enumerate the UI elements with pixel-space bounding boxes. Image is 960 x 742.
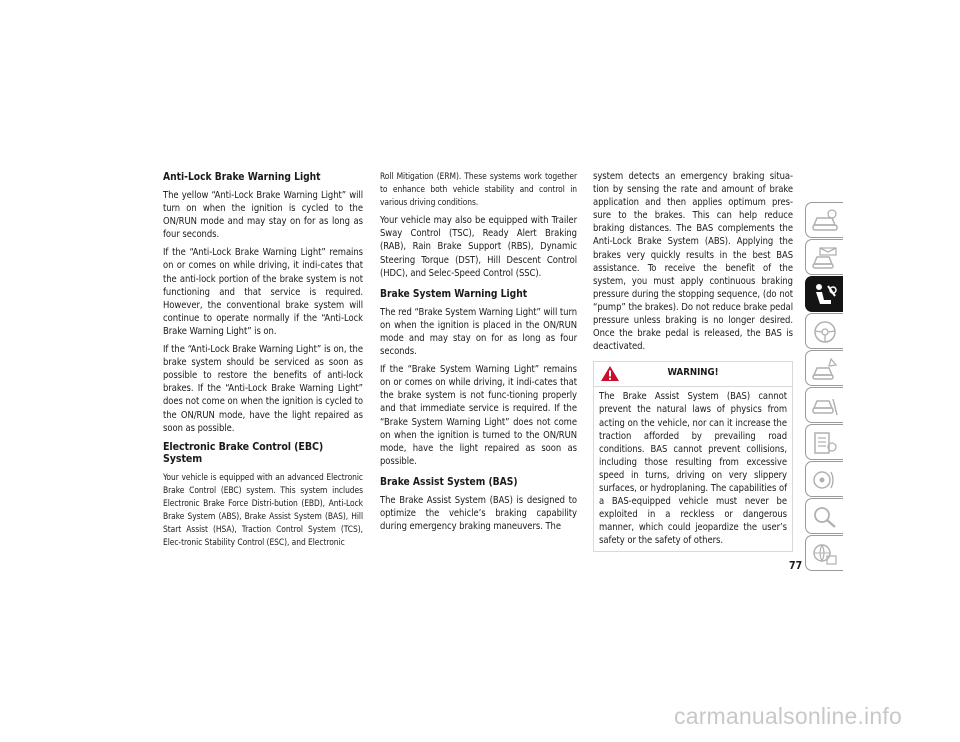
steering-wheel-icon [811, 319, 839, 345]
heading-brake-assist-system: Brake Assist System (BAS) [380, 476, 518, 488]
tab-car-info[interactable] [805, 202, 843, 238]
paragraph: Your vehicle is equipped with an advanced Electronic Brake Control (EBC) system. This system includes Electronic Brake Force Distri-bution (EBD), Anti-Lock Brake System (ABS), Brake Assist System (BAS), Hill Start Assist (HSA), Traction Control System (TCS), Elec-tronic Stability Control (ESC), and Electronic [163, 471, 363, 548]
paragraph: If the “Brake System Warning Light” remains on or comes on while driving, it indi-cates that the brake system is not func-tioning properly and that immediate service is required. If the “Brake System Warning Light” does not come on when the ignition is turned to the ON/RUN mode, have the light repaired as soon as possible. [380, 364, 577, 467]
heading-abs-warning-light: Anti-Lock Brake Warning Light [163, 172, 321, 183]
car-crash-icon [811, 356, 839, 382]
paragraph: system detects an emergency braking situa-tion by sensing the rate and amount of brake application and then applies optimum pres-sure to the brakes. This can help reduce braking distances. The BAS complements the Anti-Lock Brake System (ABS). Applying the brakes very quickly results in the best BAS assistance. To receive the benefit of the system, you must apply continuous braking pressure during the stopping sequence, (do not “pump” the brakes). Do not reduce brake pedal pressure unless braking is no longer desired. Once the brake pedal is released, the BAS is deactivated. [593, 171, 793, 353]
paragraph: The red “Brake System Warning Light” will turn on when the ignition is placed in the ON/RUN mode and may stay on for as long as four seconds. [380, 306, 577, 358]
tab-car-key[interactable] [805, 239, 843, 275]
tab-car-crash[interactable] [805, 350, 843, 386]
tab-maintenance[interactable] [805, 424, 843, 460]
paragraph: If the “Anti-Lock Brake Warning Light” remains on or comes on while driving, it indi-cates that the anti-lock portion of the brake system is not functioning and that service is required. However, the conventional brake system will continue to operate normally if the “Anti-Lock Brake Warning Light” is on. [163, 247, 363, 337]
car-service-icon [811, 393, 839, 419]
car-info-icon [811, 208, 839, 234]
heading-ebc-system: Electronic Brake Control (EBC) System [163, 440, 324, 465]
car-key-icon [811, 245, 839, 271]
search-icon [811, 504, 839, 530]
paragraph: If the “Anti-Lock Brake Warning Light” is on, the brake system should be serviced as soon as possible to restore the benefits of anti-lock brakes. If the “Anti-Lock Brake Warning Light” does not come on when the ignition is cycled to the ON/RUN mode, have the light repaired as soon as possible. [163, 344, 363, 434]
tab-language[interactable] [805, 535, 843, 571]
page-number: 77 [789, 560, 803, 572]
warning-box [593, 361, 793, 552]
column-middle [380, 172, 577, 538]
tab-multimedia[interactable] [805, 461, 843, 497]
warning-text: The Brake Assist System (BAS) cannot prevent the natural laws of physics from acting on the vehicle, nor can it increase the traction afforded by prevailing road conditions. BAS cannot prevent collisions, including those resulting from excessive speed in turns, driving on very slippery surfaces, or hydroplaning. The capabilities of a BAS-equipped vehicle must never be exploited in a reckless or dangerous manner, which could jeopardize the user’s safety or the safety of others. [599, 391, 787, 547]
heading-brake-system-warning-light: Brake System Warning Light [380, 288, 528, 300]
paragraph: Your vehicle may also be equipped with Trailer Sway Control (TSC), Ready Alert Braking (RAB), Rain Brake Support (RBS), Dynamic Steering Torque (DST), Hill Descent Control (HDC), and Selec-Speed Control (SSC). [380, 215, 577, 279]
paragraph: The yellow “Anti-Lock Brake Warning Light” will turn on when the ignition is cycled to the ON/RUN mode and may stay on for as long as four seconds. [163, 190, 363, 241]
watermark[interactable]: carmanualsonline.info [674, 703, 902, 729]
paragraph: The Brake Assist System (BAS) is designed to optimize the vehicle’s braking capability during emergency braking maneuvers. The [380, 494, 577, 533]
warning-header [594, 362, 792, 387]
tab-car-service[interactable] [805, 387, 843, 423]
tab-steering[interactable] [805, 313, 843, 349]
paragraph: Roll Mitigation (ERM). These systems work together to enhance both vehicle stability and control in various driving conditions. [380, 171, 577, 208]
airbag-seat-icon [811, 282, 839, 308]
tab-search[interactable] [805, 498, 843, 534]
column-right [593, 172, 793, 552]
maintenance-list-icon [811, 430, 839, 456]
column-left [163, 172, 363, 554]
warning-title: WARNING! [667, 367, 719, 379]
multimedia-icon [811, 467, 839, 493]
tab-airbag-seat[interactable] [805, 276, 843, 312]
language-icon [811, 541, 839, 567]
